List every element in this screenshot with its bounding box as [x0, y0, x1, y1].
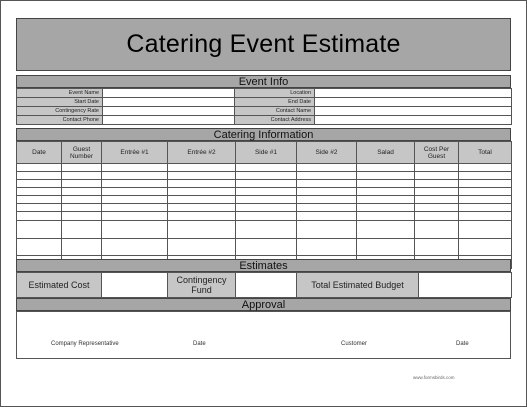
table-cell[interactable] [102, 212, 168, 221]
estimates-title: Estimates [239, 260, 288, 272]
date-label-2: Date [456, 341, 469, 347]
table-row [17, 164, 512, 172]
table-cell[interactable] [236, 221, 297, 239]
table-cell[interactable] [62, 164, 102, 172]
table-cell[interactable] [62, 204, 102, 212]
table-cell[interactable] [415, 180, 459, 188]
table-cell[interactable] [236, 180, 297, 188]
table-cell[interactable] [357, 204, 415, 212]
table-cell[interactable] [357, 196, 415, 204]
table-cell[interactable] [415, 221, 459, 239]
table-cell[interactable] [236, 239, 297, 256]
contingency-fund-label: Contingency Fund [168, 273, 236, 298]
col-guest-number: Guest Number [62, 142, 102, 164]
table-row [17, 188, 512, 196]
table-cell[interactable] [17, 188, 62, 196]
table-cell[interactable] [415, 172, 459, 180]
start-date-label: Start Date [17, 98, 103, 107]
table-cell[interactable] [102, 188, 168, 196]
table-cell[interactable] [17, 196, 62, 204]
col-salad: Salad [357, 142, 415, 164]
table-cell[interactable] [459, 164, 512, 172]
table-cell[interactable] [415, 164, 459, 172]
table-row [17, 180, 512, 188]
event-info-table [16, 88, 512, 125]
title-bar [16, 18, 511, 71]
table-cell[interactable] [415, 188, 459, 196]
table-cell[interactable] [102, 196, 168, 204]
table-cell[interactable] [236, 164, 297, 172]
table-cell[interactable] [459, 196, 512, 204]
estimates-table [16, 272, 512, 298]
table-row [17, 239, 512, 256]
start-date-field[interactable] [103, 98, 235, 107]
table-cell[interactable] [17, 212, 62, 221]
table-row [17, 212, 512, 221]
event-name-field[interactable] [103, 89, 235, 98]
table-cell[interactable] [62, 172, 102, 180]
table-row [17, 196, 512, 204]
table-cell[interactable] [62, 180, 102, 188]
table-cell[interactable] [459, 221, 512, 239]
table-cell[interactable] [236, 188, 297, 196]
catering-info-header [16, 128, 511, 141]
table-cell[interactable] [62, 221, 102, 239]
table-cell[interactable] [17, 221, 62, 239]
table-cell[interactable] [17, 239, 62, 256]
customer-label: Customer [341, 341, 368, 347]
table-cell[interactable] [236, 196, 297, 204]
table-cell[interactable] [297, 204, 357, 212]
table-cell[interactable] [297, 180, 357, 188]
table-cell[interactable] [168, 239, 236, 256]
table-cell[interactable] [415, 196, 459, 204]
table-cell[interactable] [297, 196, 357, 204]
table-row [17, 204, 512, 212]
col-total: Total [459, 142, 512, 164]
table-cell[interactable] [459, 212, 512, 221]
table-cell[interactable] [297, 188, 357, 196]
table-cell[interactable] [297, 164, 357, 172]
location-label: Location [235, 89, 315, 98]
col-cost-per-guest: Cost Per Guest [415, 142, 459, 164]
col-entree-2: Entrée #2 [168, 142, 236, 164]
table-cell[interactable] [17, 180, 62, 188]
table-cell[interactable] [415, 239, 459, 256]
table-cell[interactable] [415, 212, 459, 221]
table-cell[interactable] [459, 172, 512, 180]
table-row [17, 172, 512, 180]
table-cell[interactable] [102, 239, 168, 256]
estimated-cost-field[interactable] [102, 273, 168, 298]
table-cell[interactable] [236, 172, 297, 180]
table-cell[interactable] [62, 196, 102, 204]
event-name-label: Event Name [17, 89, 103, 98]
table-cell[interactable] [357, 221, 415, 239]
table-cell[interactable] [102, 180, 168, 188]
col-date: Date [17, 142, 62, 164]
contact-name-label: Contact Name [235, 107, 315, 116]
total-budget-field[interactable] [419, 273, 512, 298]
contingency-rate-label: Contingency Rate [17, 107, 103, 116]
total-budget-label: Total Estimated Budget [297, 273, 419, 298]
table-cell[interactable] [62, 212, 102, 221]
table-cell[interactable] [357, 188, 415, 196]
approval-box [16, 311, 511, 359]
contingency-fund-field[interactable] [236, 273, 297, 298]
table-cell[interactable] [459, 239, 512, 256]
table-cell[interactable] [168, 204, 236, 212]
table-cell[interactable] [168, 221, 236, 239]
col-side-2: Side #2 [297, 142, 357, 164]
catering-table [16, 141, 512, 269]
approval-title: Approval [241, 299, 286, 311]
table-cell[interactable] [415, 204, 459, 212]
approval-header [16, 298, 511, 311]
end-date-label: End Date [235, 98, 315, 107]
table-cell[interactable] [168, 172, 236, 180]
table-cell[interactable] [459, 188, 512, 196]
table-cell[interactable] [17, 172, 62, 180]
table-row [17, 221, 512, 239]
event-info-title: Event Info [238, 76, 289, 88]
table-cell[interactable] [297, 212, 357, 221]
table-cell[interactable] [357, 164, 415, 172]
table-cell[interactable] [102, 204, 168, 212]
catering-info-title: Catering Information [213, 129, 314, 141]
table-cell[interactable] [168, 212, 236, 221]
table-cell[interactable] [62, 239, 102, 256]
footer-url: www.formsbirds.com [413, 375, 455, 380]
estimated-cost-label: Estimated Cost [17, 273, 102, 298]
contact-name-field[interactable] [315, 107, 512, 116]
table-cell[interactable] [357, 172, 415, 180]
table-cell[interactable] [168, 180, 236, 188]
event-info-header [16, 75, 511, 88]
table-cell[interactable] [168, 196, 236, 204]
col-entree-1: Entrée #1 [102, 142, 168, 164]
table-cell[interactable] [62, 188, 102, 196]
table-cell[interactable] [17, 164, 62, 172]
table-cell[interactable] [357, 180, 415, 188]
table-cell[interactable] [236, 212, 297, 221]
table-cell[interactable] [297, 221, 357, 239]
table-cell[interactable] [102, 221, 168, 239]
contingency-rate-field[interactable] [103, 107, 235, 116]
table-cell[interactable] [236, 204, 297, 212]
form-title: Catering Event Estimate [126, 30, 401, 58]
table-cell[interactable] [102, 164, 168, 172]
table-cell[interactable] [168, 188, 236, 196]
contact-address-label: Contact Address [235, 116, 315, 125]
table-cell[interactable] [297, 239, 357, 256]
table-cell[interactable] [357, 239, 415, 256]
table-cell[interactable] [459, 180, 512, 188]
table-cell[interactable] [17, 204, 62, 212]
end-date-field[interactable] [315, 98, 512, 107]
company-rep-label: Company Representative [51, 341, 119, 347]
table-cell[interactable] [357, 212, 415, 221]
table-cell[interactable] [168, 164, 236, 172]
date-label-1: Date [193, 341, 206, 347]
table-cell[interactable] [102, 172, 168, 180]
estimates-header [16, 259, 511, 272]
table-cell[interactable] [297, 172, 357, 180]
contact-address-field[interactable] [315, 116, 512, 125]
col-side-1: Side #1 [236, 142, 297, 164]
contact-phone-label: Contact Phone [17, 116, 103, 125]
contact-phone-field[interactable] [103, 116, 235, 125]
table-cell[interactable] [459, 204, 512, 212]
location-field[interactable] [315, 89, 512, 98]
